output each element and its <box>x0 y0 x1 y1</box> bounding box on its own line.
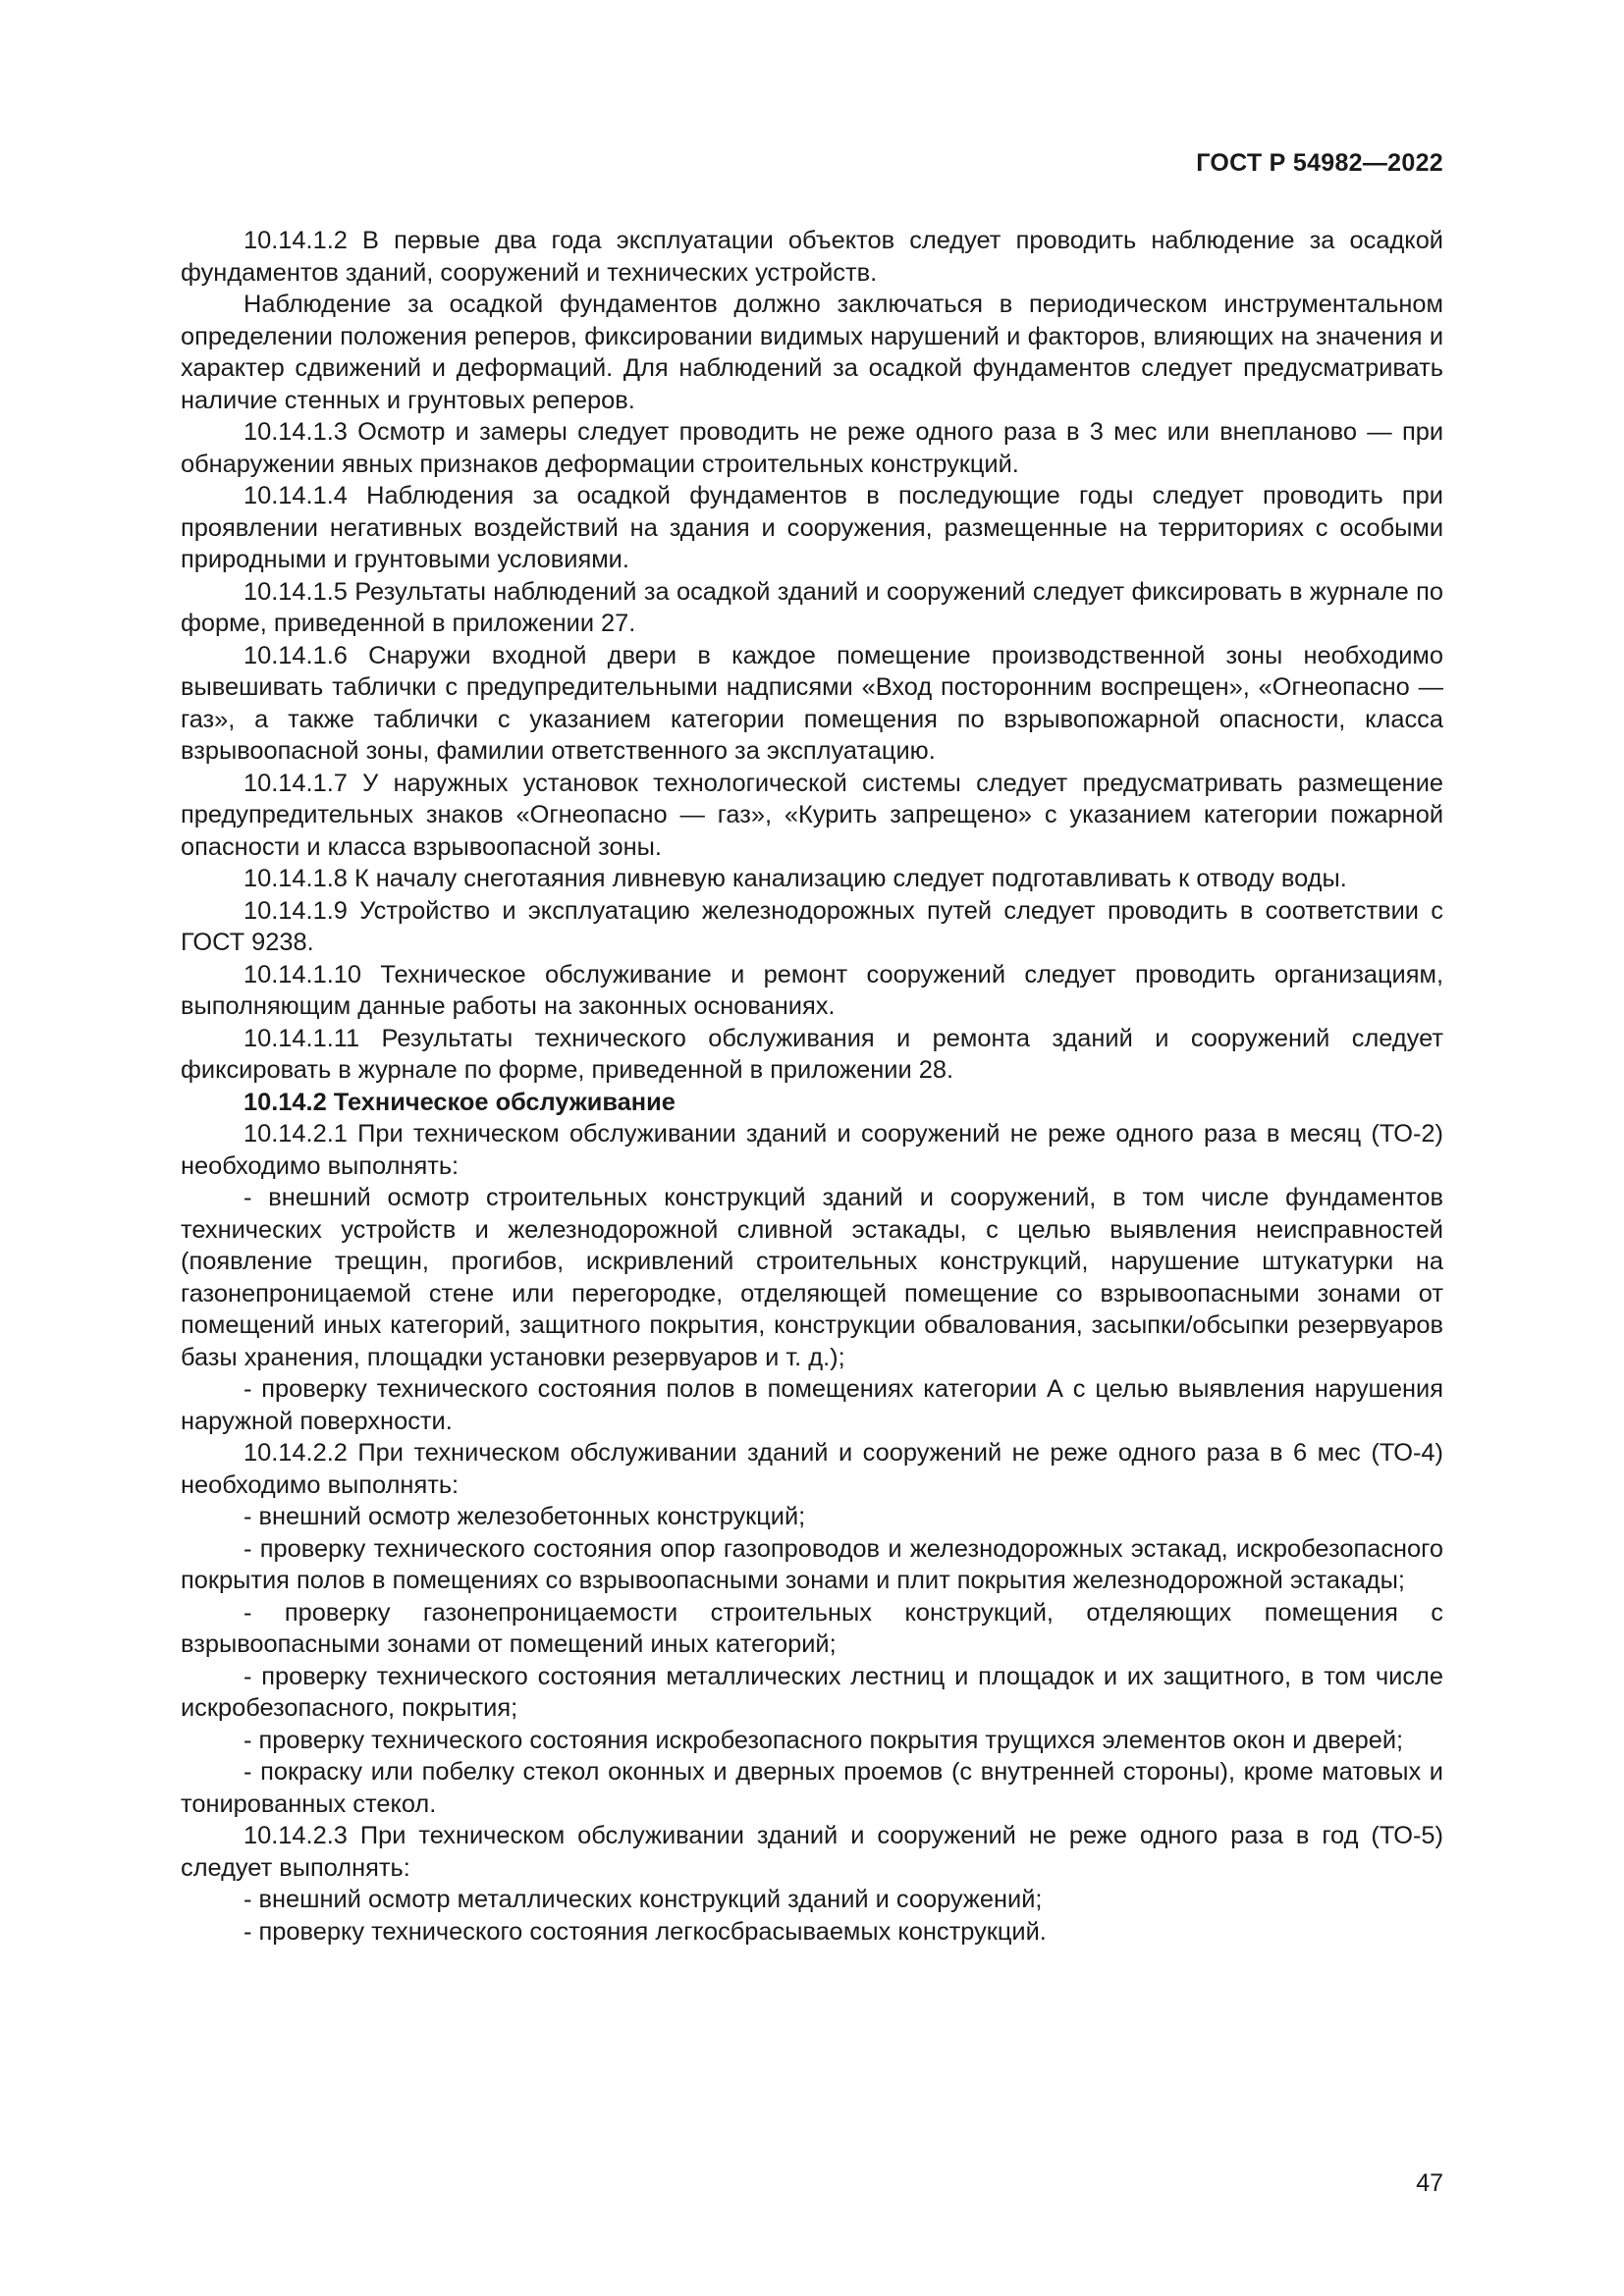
paragraph: 10.14.1.2 В первые два года эксплуатации объектов следует проводить наблюдение за осадкой фундаментов зданий, сооружений и технических устройств. <box>181 227 1443 287</box>
list-item: - покраску или побелку стекол оконных и дверных проемов (с внутренней стороны), кроме матовых и тонированных стекол. <box>181 1758 1443 1818</box>
paragraph: 10.14.1.4 Наблюдения за осадкой фундаментов в последующие годы следует проводить при проявлении негативных воздействий на здания и сооружения, размещенные на территориях с особыми природными и грунтовыми условиями. <box>181 482 1443 573</box>
paragraph: Наблюдение за осадкой фундаментов должно заключаться в периодическом инструментальном определении положения реперов, фиксировании видимых нарушений и факторов, влияющих на значения и характер сдвижений и деформаций. Для наблюдений за осадкой фундаментов следует предусматривать наличие стенных и грунтовых реперов. <box>181 291 1443 414</box>
paragraph: 10.14.1.8 К началу снеготаяния ливневую канализацию следует подготавливать к отводу воды. <box>244 865 1347 892</box>
list-item: - проверку технического состояния опор газопроводов и железнодорожных эстакад, искробезопасного покрытия полов в помещениях со взрывоопасными зонами и плит покрытия железнодорожной эстакады; <box>181 1534 1443 1594</box>
paragraph: 10.14.2.2 При техническом обслуживании зданий и сооружений не реже одного раза в 6 мес (ТО-4) необходимо выполнять: <box>181 1439 1443 1499</box>
paragraph: 10.14.1.9 Устройство и эксплуатацию железнодорожных путей следует проводить в соответствии с ГОСТ 9238. <box>181 896 1443 956</box>
list-item: - внешний осмотр металлических конструкций зданий и сооружений; <box>244 1886 1043 1913</box>
list-item: - внешний осмотр строительных конструкций зданий и сооружений, в том числе фундаментов технических устройств и железнодорожной сливной эстакады, с целью выявления неисправностей (появление трещин, прогибов, искривлений строительных конструкций, нарушение штукатурки на газонепроницаемой стене или перегородке, отделяющей помещение со взрывоопасными зонами от помещений иных категорий, защитного покрытия, конструкции обвалования, засыпки/обсыпки резервуаров базы хранения, площадки установки резервуаров и т. д.); <box>181 1184 1443 1371</box>
paragraph: 10.14.2.3 При техническом обслуживании зданий и сооружений не реже одного раза в год (ТО-5) следует выполнять: <box>181 1822 1443 1882</box>
paragraph: 10.14.1.3 Осмотр и замеры следует проводить не реже одного раза в 3 мес или внепланово — при обнаружении явных признаков деформации строительных конструкций. <box>181 418 1443 478</box>
page-number: 47 <box>1416 2169 1443 2197</box>
list-item: - внешний осмотр железобетонных конструкций; <box>244 1503 806 1530</box>
document-header-id: ГОСТ Р 54982—2022 <box>1196 149 1443 177</box>
list-item: - проверку газонепроницаемости строительных конструкций, отделяющих помещения с взрывоопасными зонами от помещений иных категорий; <box>181 1598 1443 1658</box>
section-heading: 10.14.2 Техническое обслуживание <box>244 1088 676 1116</box>
list-item: - проверку технического состояния искробезопасного покрытия трущихся элементов окон и дверей; <box>244 1726 1404 1754</box>
list-item: - проверку технического состояния полов в помещениях категории А с целью выявления нарушения наружной поверхности. <box>181 1375 1443 1435</box>
paragraph: 10.14.1.10 Техническое обслуживание и ремонт сооружений следует проводить организациям, выполняющим данные работы на законных основаниях. <box>181 960 1443 1020</box>
list-item: - проверку технического состояния металлических лестниц и площадок и их защитного, в том числе искробезопасного, покрытия; <box>181 1662 1443 1722</box>
paragraph: 10.14.1.6 Снаружи входной двери в каждое помещение производственной зоны необходимо вывешивать таблички с предупредительными надписями «Вход посторонним воспрещен», «Огнеопасно — газ», а также таблички с указанием категории помещения по взрывопожарной опасности, класса взрывоопасной зоны, фамилии ответственного за эксплуатацию. <box>181 641 1443 765</box>
paragraph: 10.14.1.5 Результаты наблюдений за осадкой зданий и сооружений следует фиксировать в журнале по форме, приведенной в приложении 27. <box>181 577 1443 637</box>
document-body <box>181 225 1443 1948</box>
paragraph: 10.14.2.1 При техническом обслуживании зданий и сооружений не реже одного раза в месяц (ТО-2) необходимо выполнять: <box>181 1120 1443 1180</box>
list-item: - проверку технического состояния легкосбрасываемых конструкций. <box>244 1917 1047 1946</box>
paragraph: 10.14.1.7 У наружных установок технологической системы следует предусматривать размещение предупредительных знаков «Огнеопасно — газ», «Курить запрещено» с указанием категории пожарной опасности и класса взрывоопасной зоны. <box>181 769 1443 861</box>
paragraph: 10.14.1.11 Результаты технического обслуживания и ремонта зданий и сооружений следует фиксировать в журнале по форме, приведенной в приложении 28. <box>181 1024 1443 1084</box>
